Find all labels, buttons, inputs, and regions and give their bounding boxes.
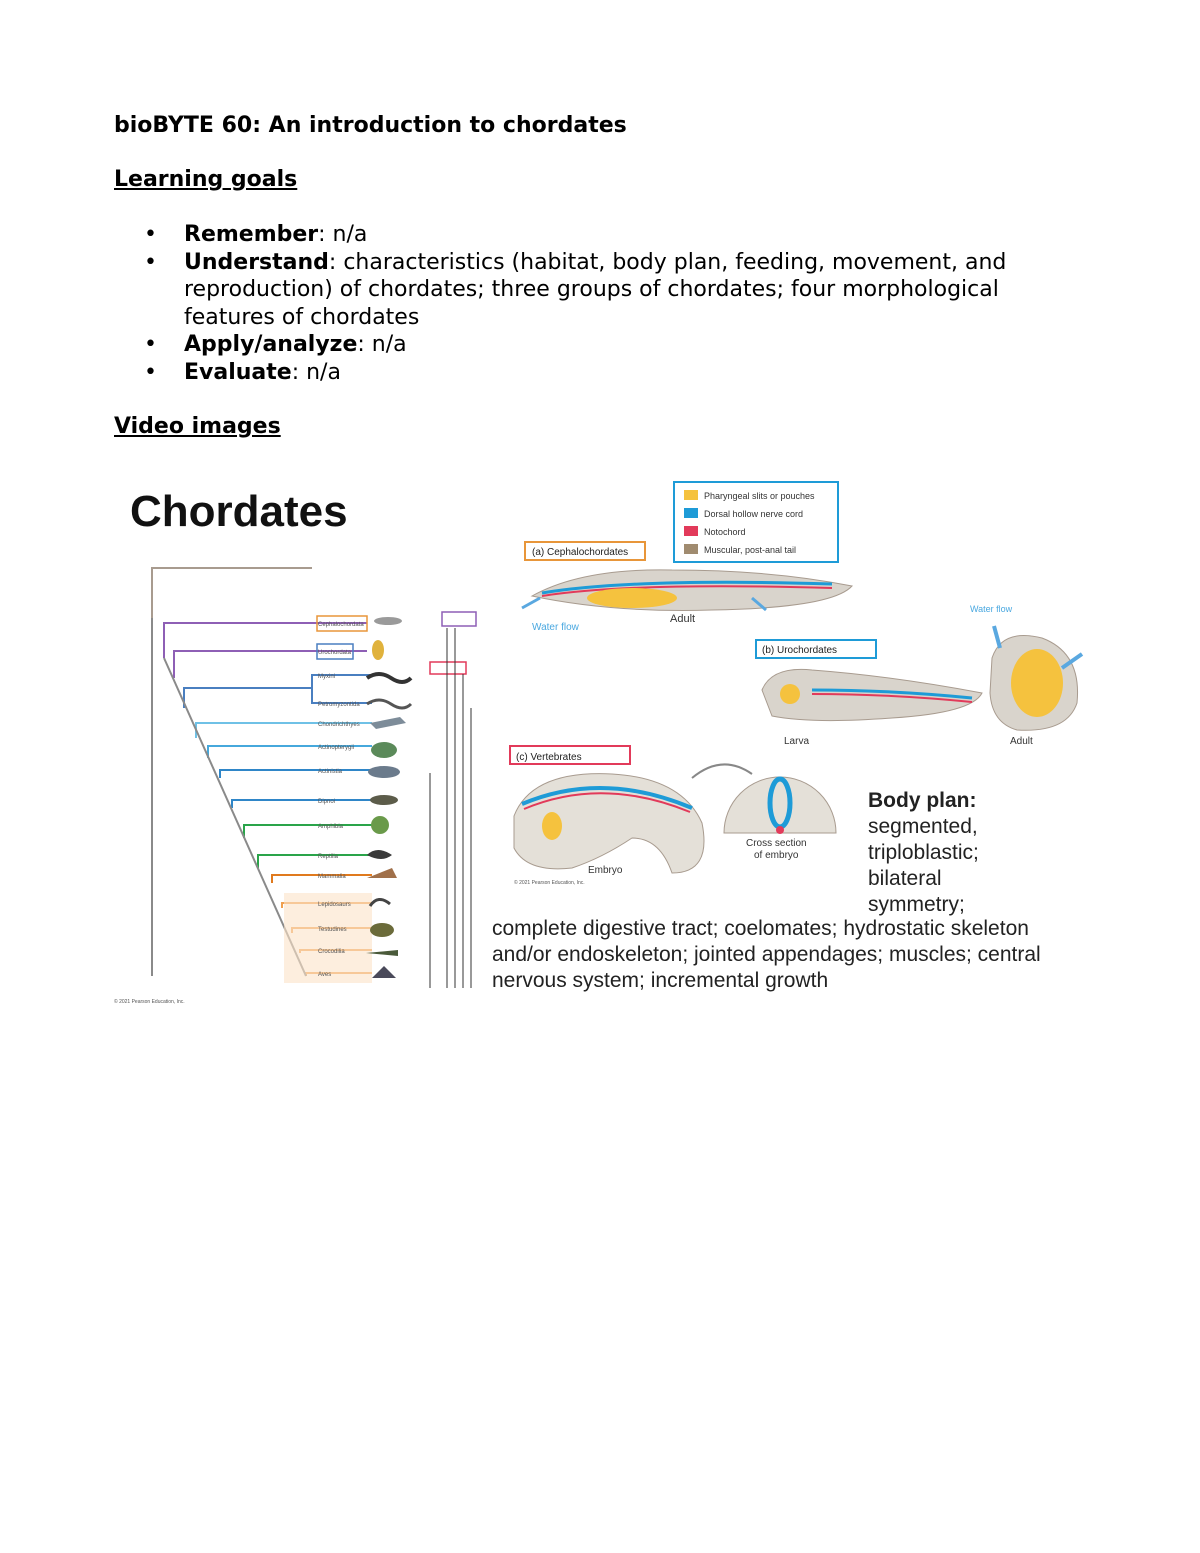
goal-text: : n/a [291,359,341,385]
embryo-label: Embryo [588,865,623,876]
body-plan-line: segmented, [868,815,978,838]
goal-item [114,221,1094,249]
learning-goals-list [114,221,1094,386]
goal-label: Apply/analyze [184,332,358,357]
water-flow-label-a: Water flow [532,622,579,633]
clade-bars [430,628,471,988]
tree-copyright: © 2021 Pearson Education, Inc. [114,999,185,1005]
cross-section-label-2: of embryo [754,850,799,861]
goal-item [114,331,1094,359]
video-images-heading: Video images [114,414,281,439]
body-plan-details: complete digestive tract; coelomates; hydrostatic skeleton and/or endoskeleton; jointed appendages; muscles; central nervous system; incremental growth [492,917,1041,992]
goal-text: : characteristics (habitat, body plan, feeding, movement, and reproduction) of chordates; three groups of chordates; four morphological features of chordates [184,249,1007,330]
legend-swatch-tail [684,544,698,554]
body-plan-line: bilateral [868,867,942,890]
svg-text:Actinistia: Actinistia [318,769,343,775]
svg-text:Chondrichthyes: Chondrichthyes [318,722,360,728]
svg-text:Amphibia: Amphibia [318,824,344,830]
legend-swatch-pharyngeal [684,490,698,500]
body-plan-text [868,788,979,918]
svg-text:Dipnoi: Dipnoi [318,799,336,805]
legend-label: Notochord [704,527,746,537]
body-plan-line: symmetry; [868,893,965,916]
goal-label: Understand [184,249,329,275]
legend-label: Muscular, post-anal tail [704,545,797,555]
body-plan-line: triploblastic; [868,841,979,864]
legend-swatch-notochord [684,526,698,536]
slide-copyright: © 2021 Pearson Education, Inc. [514,880,585,886]
svg-text:Cephalochordata: Cephalochordata [318,622,364,628]
goal-label: Remember [184,222,319,247]
svg-text:Myxini: Myxini [318,674,336,680]
legend-label: Dorsal hollow nerve cord [704,509,804,519]
slide-title: Chordates [130,487,348,536]
svg-text:Actinopterygii: Actinopterygii [318,745,355,751]
svg-text:Urochordata: Urochordata [318,650,352,656]
arrow-to-cross-section [692,764,752,778]
goal-item [114,249,1094,332]
adult-label-b: Adult [1010,736,1033,747]
water-flow-label-b: Water flow [970,604,1013,614]
panel-c-label: (c) Vertebrates [516,752,582,763]
goal-item [114,359,1094,387]
panel-a-label: (a) Cephalochordates [532,547,629,558]
body-plan-heading: Body plan: [868,789,977,812]
svg-text:Petromyzontida: Petromyzontida [318,702,360,708]
svg-text:Lepidosaurs: Lepidosaurs [318,902,351,908]
animal-silhouettes [366,617,411,978]
svg-text:Aves: Aves [318,972,332,978]
legend-swatch-nerve-cord [684,508,698,518]
svg-text:Testudines: Testudines [318,927,347,933]
cephalochordate-diagram [522,570,852,611]
chordates-slide-image [112,478,1087,1008]
legend-label: Pharyngeal slits or pouches [704,491,815,501]
urochordate-adult-diagram [990,626,1082,730]
goal-text: : n/a [357,332,407,357]
urochordate-larva-diagram [762,669,982,720]
svg-text:Reptilia: Reptilia [318,854,339,860]
learning-goals-heading: Learning goals [114,167,298,192]
larva-label: Larva [784,736,810,747]
panel-b-label: (b) Urochordates [762,645,838,656]
adult-label-a: Adult [670,613,696,625]
svg-text:Mammalia: Mammalia [318,874,346,880]
goal-label: Evaluate [184,359,292,385]
document-title: bioBYTE 60: An introduction to chordates [114,113,627,138]
svg-text:Crocodilia: Crocodilia [318,949,345,955]
cross-section-label-1: Cross section [746,838,807,849]
vertebrate-embryo-diagram [514,774,704,873]
cross-section-diagram [724,777,836,834]
goal-text: : n/a [318,222,368,247]
